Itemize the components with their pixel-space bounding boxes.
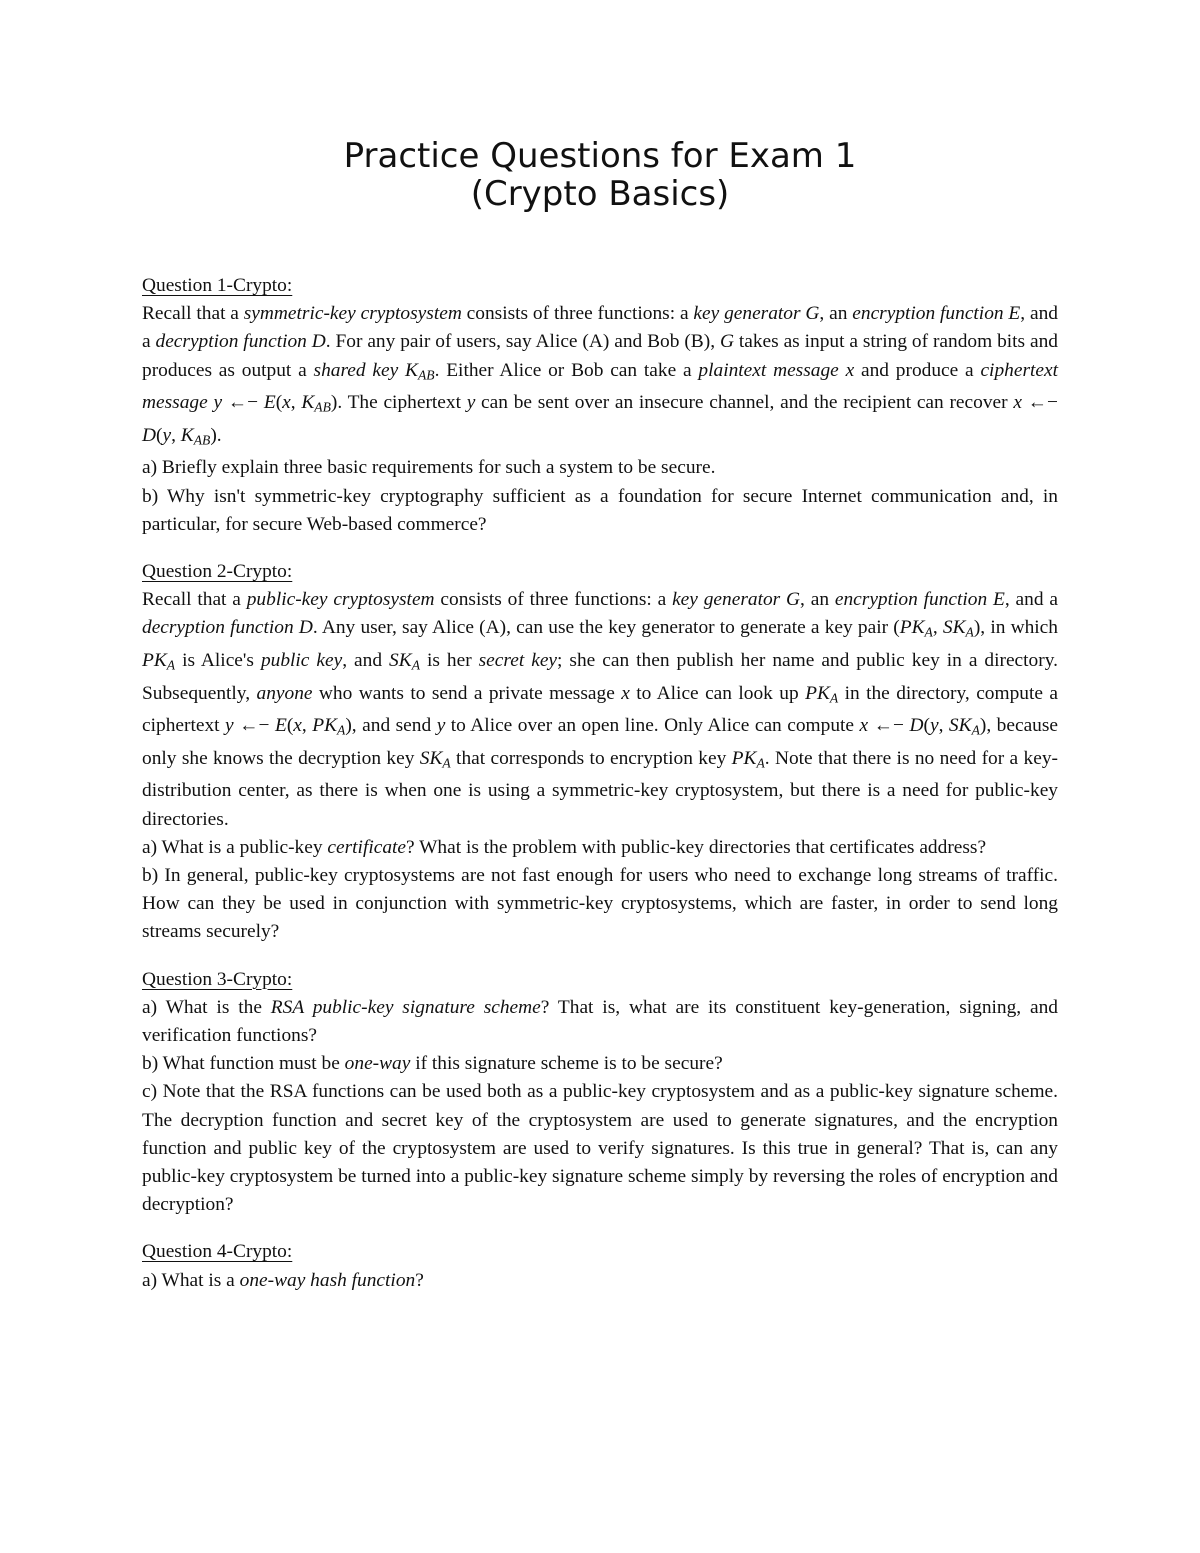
question-part-b: b) In general, public-key cryptosystems are not fast enough for users who need to exchange long streams of traffic. How can they be used in conjunction with symmetric-key cryptosystems, which are faster, in order to send long streams securely? bbox=[142, 864, 1058, 943]
math-subscript: A bbox=[337, 722, 346, 738]
italic-text: plaintext message x bbox=[698, 359, 855, 381]
question-part-a: a) What is a public-key certificate? What is the problem with public-key directories that certificates address? bbox=[142, 836, 987, 858]
italic-text: secret key bbox=[478, 650, 558, 671]
math-subscript: A bbox=[924, 624, 933, 640]
italic-text: K bbox=[180, 424, 194, 446]
italic-text: certificate bbox=[327, 836, 407, 858]
italic-text: E bbox=[263, 392, 276, 414]
italic-text: PK bbox=[899, 617, 925, 639]
italic-text: PK bbox=[805, 682, 830, 704]
title-line-1: Practice Questions for Exam 1 bbox=[343, 136, 857, 176]
question-1 bbox=[142, 272, 1058, 539]
page-title bbox=[0, 137, 1200, 213]
question-intro: Recall that a symmetric-key cryptosystem consists of three functions: a key generator G, an encryption function E, and a decryption function D. For any pair of users, say Alice (A) and Bob (B), G takes as input a string of random bits and produces as output a shared key KAB. Either Alice or Bob can take a plaintext message x and produce a ciphertext message y ←− E(x, KAB). The ciphertext y can be sent over an insecure channel, and the recipient can recover x ←− D(y, KAB). bbox=[142, 303, 1058, 448]
italic-text: x bbox=[1013, 392, 1022, 414]
question-part-c: c) Note that the RSA functions can be used both as a public-key cryptosystem and as a public-key signature scheme. The decryption function and secret key of the cryptosystem are used to generate signatures, and the encryption function and public key of the cryptosystem are used to verify signatures. Is this true in general? That is, can any public-key cryptosystem be turned into a public-key signature scheme simply by reversing the roles of encryption and decryption? bbox=[142, 1081, 1058, 1216]
question-part-b: b) What function must be one-way if this signature scheme is to be secure? bbox=[142, 1053, 723, 1075]
italic-text: key generator G bbox=[693, 303, 820, 325]
math-subscript: A bbox=[756, 755, 765, 771]
italic-text: y bbox=[436, 715, 446, 737]
question-intro: Recall that a public-key cryptosystem consists of three functions: a key generator G, an encryption function E, and a decryption function D. Any user, say Alice (A), can use the key generator to generate a key pair (PKA, SKA), in which PKA is Alice's public key, and SKA is her secret key; she can then publish her name and public key in a directory. Subsequently, anyone who wants to send a private message x to Alice can look up PKA in the directory, compute a ciphertext y ←− E(x, PKA), and send y to Alice over an open line. Only Alice can compute x ←− D(y, SKA), because only she knows the decryption key SKA that corresponds to encryption key PKA. Note that there is no need for a key-distribution center, as there is when one is using a symmetric-key cryptosystem, but there is a need for public-key directories. bbox=[142, 589, 1059, 830]
math-subscript: A bbox=[442, 755, 451, 771]
italic-text: SK bbox=[419, 747, 443, 769]
italic-text: decryption function D bbox=[142, 617, 313, 639]
italic-text: key generator G bbox=[672, 589, 801, 611]
italic-text: D bbox=[909, 715, 924, 737]
italic-text: decryption function D bbox=[155, 331, 326, 353]
question-4 bbox=[142, 1238, 1058, 1294]
math-subscript: AB bbox=[193, 432, 211, 448]
italic-text: ciphertext message bbox=[142, 359, 1058, 414]
italic-text: RSA public-key signature scheme bbox=[270, 996, 541, 1018]
math-subscript: A bbox=[411, 657, 420, 673]
question-part-b: b) Why isn't symmetric-key cryptography sufficient as a foundation for secure Internet communication and, in particular, for secure Web-based commerce? bbox=[142, 485, 1058, 535]
question-heading: Question 2-Crypto: bbox=[142, 561, 293, 582]
question-part-a: a) What is a one-way hash function? bbox=[142, 1269, 424, 1291]
questions-container bbox=[142, 272, 1058, 1295]
question-part-a: a) Briefly explain three basic requirements for such a system to be secure. bbox=[142, 457, 716, 479]
math-subscript: A bbox=[971, 722, 980, 738]
italic-text: G bbox=[719, 331, 734, 353]
italic-text: x bbox=[282, 392, 291, 414]
math-subscript: AB bbox=[417, 367, 435, 382]
italic-text: K bbox=[405, 359, 418, 381]
math-subscript: A bbox=[166, 657, 176, 673]
italic-text: anyone bbox=[256, 682, 313, 704]
italic-text: SK bbox=[389, 650, 412, 671]
italic-text: encryption function E bbox=[834, 589, 1005, 611]
italic-text: K bbox=[301, 392, 315, 414]
question-part-a: a) What is the RSA public-key signature scheme? That is, what are its constituent key-generation, signing, and verification functions? bbox=[142, 996, 1059, 1046]
italic-text: PK bbox=[731, 747, 757, 769]
italic-text: y bbox=[213, 392, 223, 414]
italic-text: SK bbox=[948, 715, 972, 737]
italic-text: E bbox=[274, 715, 287, 737]
italic-text: symmetric-key cryptosystem bbox=[243, 303, 462, 325]
question-2 bbox=[142, 558, 1058, 947]
italic-text: one-way bbox=[344, 1053, 411, 1075]
italic-text: D bbox=[142, 424, 157, 446]
italic-text: x bbox=[621, 682, 630, 704]
math-subscript: A bbox=[829, 689, 839, 705]
title-line-2: (Crypto Basics) bbox=[470, 174, 730, 214]
italic-text: y bbox=[929, 715, 939, 737]
italic-text: PK bbox=[312, 715, 338, 737]
math-subscript: A bbox=[965, 624, 974, 640]
italic-text: y bbox=[225, 715, 234, 737]
italic-text: encryption function E bbox=[852, 303, 1021, 325]
italic-text: x bbox=[293, 715, 302, 737]
italic-text: one-way hash function bbox=[239, 1269, 416, 1291]
italic-text: PK bbox=[142, 650, 167, 671]
question-heading: Question 4-Crypto: bbox=[142, 1241, 293, 1263]
italic-text: x bbox=[859, 715, 869, 737]
italic-text: SK bbox=[942, 617, 966, 639]
italic-text: public-key cryptosystem bbox=[246, 589, 435, 611]
italic-text: y bbox=[162, 424, 172, 446]
italic-text: public key bbox=[260, 650, 343, 671]
italic-text: shared key bbox=[313, 359, 399, 381]
question-3 bbox=[142, 966, 1058, 1220]
math-subscript: AB bbox=[314, 399, 331, 415]
question-heading: Question 3-Crypto: bbox=[142, 968, 293, 990]
question-heading: Question 1-Crypto: bbox=[142, 275, 293, 296]
italic-text: y bbox=[466, 392, 476, 414]
